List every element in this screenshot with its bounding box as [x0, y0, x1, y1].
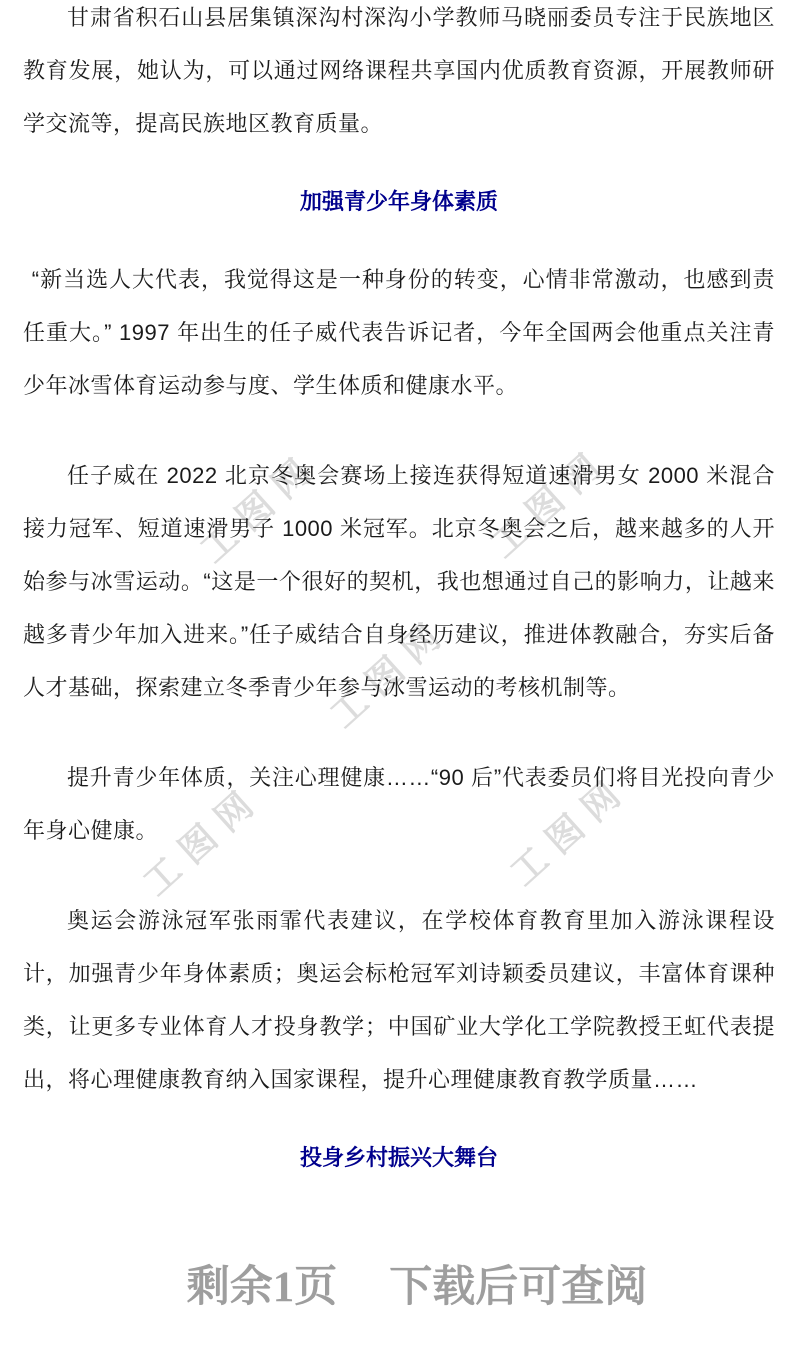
- watermark-text: 工图网: [502, 766, 637, 894]
- download-to-view-label: 下载后可查阅: [389, 1264, 648, 1311]
- paragraph-winter-olympics: 任子威在 2022 北京冬奥会赛场上接连获得短道速滑男女 2000 米混合接力冠军、短道速滑男子 1000 米冠军。北京冬奥会之后，越来越多的人开始参与冰雪运动。“这是一个很好的契机，我也想通过自己的影响力，让越来越多青少年加入进来。”任子威结合自身经历建议，推进体教融合，夯实后备人才基础，探索建立冬季青少年参与冰雪运动的考核机制等。: [23, 463, 775, 700]
- watermark-text: 工图网: [135, 776, 270, 904]
- watermark-text: 工图网: [322, 608, 457, 736]
- paragraph-athlete-proposals: 奥运会游泳冠军张雨霏代表建议，在学校体育教育里加入游泳课程设计，加强青少年身体素质；奥运会标枪冠军刘诗颖委员建议，丰富体育课种类，让更多专业体育人才投身教学；中国矿业大学化工学院教授王虹代表提出，将心理健康教育纳入国家课程，提升心理健康教育教学质量……: [23, 908, 775, 1092]
- heading-rural-revitalization: 投身乡村振兴大舞台: [299, 1145, 498, 1170]
- pages-remaining-label: 剩余1页: [186, 1264, 338, 1311]
- paragraph-ren-ziwei-quote: “新当选人大代表，我觉得这是一种身份的转变，心情非常激动，也感到责任重大。” 1997 年出生的任子威代表告诉记者，今年全国两会他重点关注青少年冰雪体育运动参与度、学生体质和健康水平。: [23, 267, 775, 398]
- watermark-text: 工图网: [192, 443, 327, 571]
- watermark-text: 工图网: [482, 438, 617, 566]
- paragraph-mental-health: 提升青少年体质，关注心理健康……“90 后”代表委员们将目光投向青少年身心健康。: [23, 765, 775, 843]
- remaining-pages-notice: [0, 1253, 800, 1314]
- paragraph-minority-education: 甘肃省积石山县居集镇深沟村深沟小学教师马晓丽委员专注于民族地区教育发展，她认为，可以通过网络课程共享国内优质教育资源，开展教师研学交流等，提高民族地区教育质量。: [23, 5, 775, 136]
- heading-youth-fitness: 加强青少年身体素质: [299, 189, 498, 214]
